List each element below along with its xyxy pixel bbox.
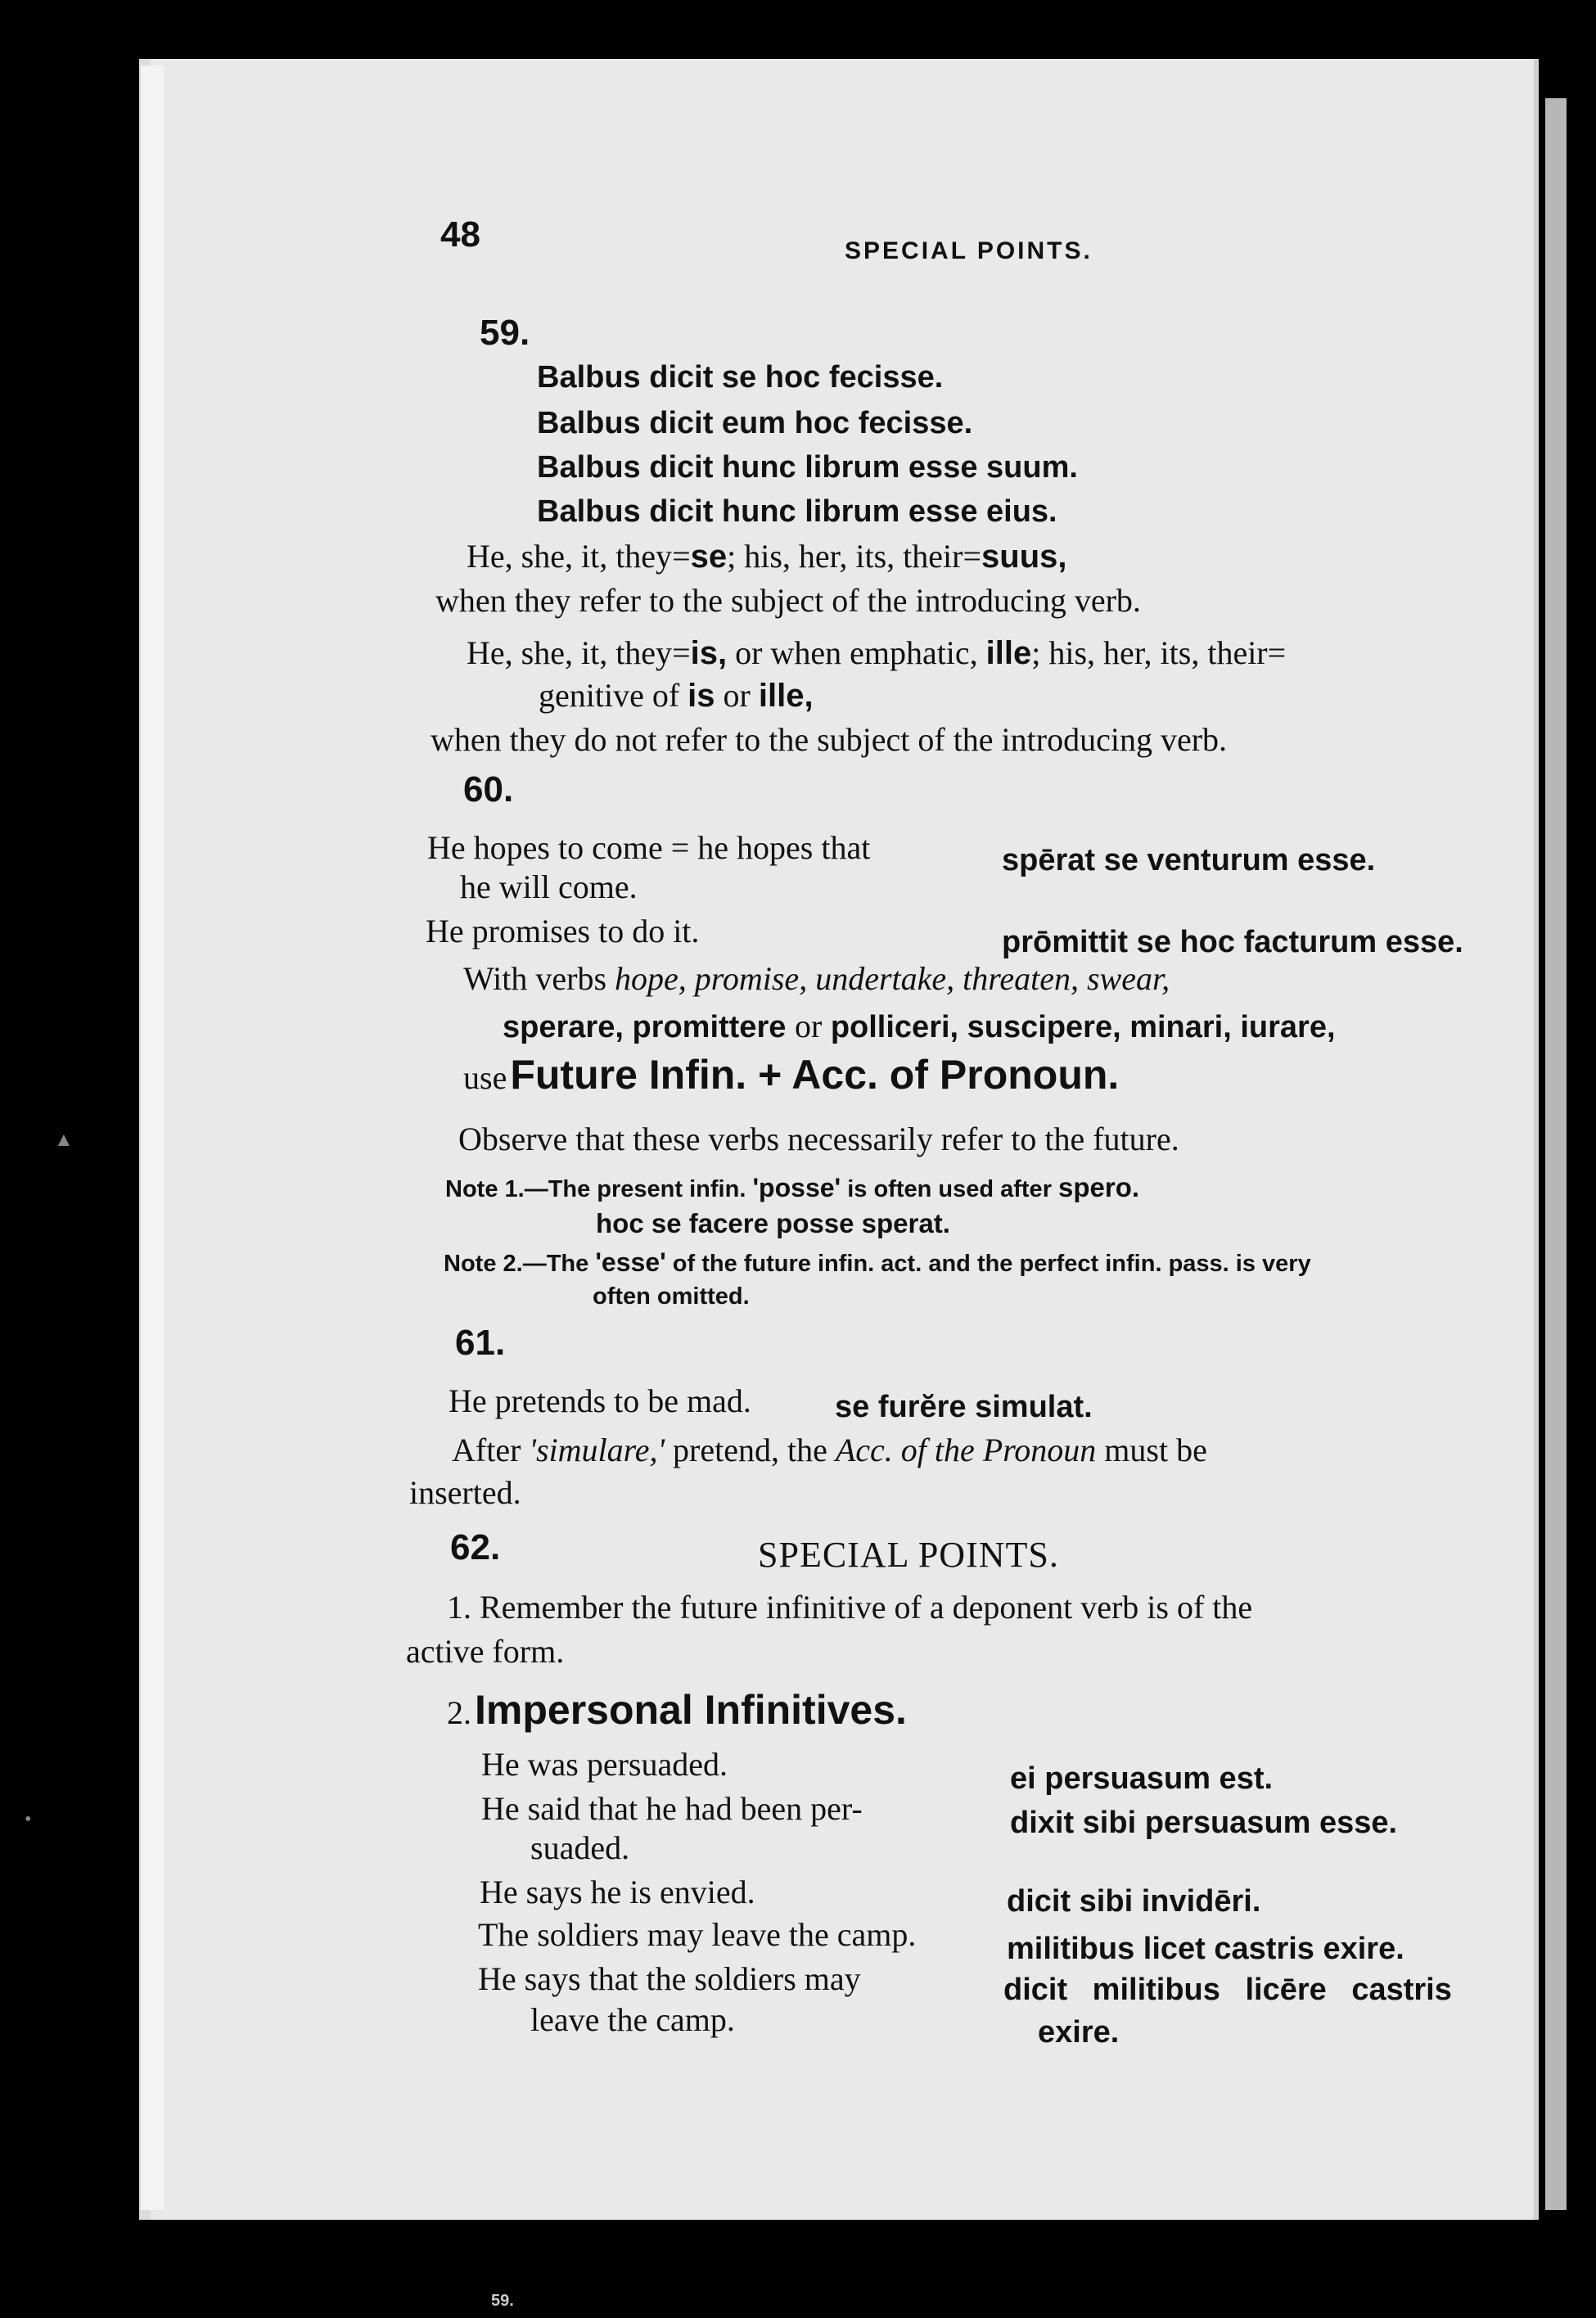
verbs-line2 <box>503 1007 1336 1045</box>
point-number: 2. <box>447 1694 471 1731</box>
example-english: he will come. <box>460 868 638 905</box>
example-latin: dicit militibus licēre castris <box>1003 1973 1452 2007</box>
observe-line: Observe that these verbs necessarily refer to the future. <box>458 1121 1179 1157</box>
example-english: He says he is envied. <box>480 1874 755 1910</box>
rule-italic: Acc. of the Pronoun <box>835 1432 1097 1468</box>
rule-english-verbs: hope, promise, undertake, threaten, swear, <box>615 960 1170 997</box>
running-title: SPECIAL POINTS. <box>845 237 1093 264</box>
point-2-heading <box>447 1686 907 1734</box>
example-latin: militibus licet castris exire. <box>1007 1932 1404 1966</box>
example-english-cont: leave the camp. <box>530 2001 735 2038</box>
scan-artifact: • <box>25 1809 32 1830</box>
point-1-line2: active form. <box>406 1633 565 1670</box>
example-english: He hopes to come = he hopes that <box>427 829 871 866</box>
rule-text: must be <box>1104 1432 1207 1468</box>
rule-text: ; his, her, its, their <box>1031 634 1268 671</box>
rule-text: He, she, it, they <box>467 634 673 671</box>
section-number-62: 62. <box>450 1527 501 1567</box>
note-1-example: hoc se facere posse sperat. <box>596 1208 950 1238</box>
section-heading: SPECIAL POINTS. <box>758 1535 1059 1575</box>
latin-verbs: sperare, promittere <box>503 1010 787 1044</box>
scan-artifact: ▲ <box>54 1130 74 1151</box>
point-title: Impersonal Infinitives. <box>475 1687 907 1733</box>
rule-text: = <box>963 538 982 575</box>
example-english-cont: suaded. <box>530 1829 630 1866</box>
rule-text: use <box>463 1059 507 1096</box>
example-english: He pretends to be mad. <box>449 1382 751 1419</box>
example-latin: se furĕre simulat. <box>835 1390 1093 1424</box>
section-number-60: 60. <box>463 769 514 809</box>
note-quote: 'esse' <box>595 1247 666 1277</box>
page-number: 48 <box>440 214 480 255</box>
note-label: Note 2. <box>444 1251 523 1277</box>
example-english: He was persuaded. <box>481 1746 728 1783</box>
note-1 <box>445 1172 1139 1203</box>
latin-example: Balbus dicit se hoc fecisse. <box>537 360 944 395</box>
rule-59-para2-line3: when they do not refer to the subject of the introducing verb. <box>431 721 1228 758</box>
rule-text: pretend, the <box>673 1432 827 1468</box>
example-english: He said that he had been per- <box>481 1790 863 1827</box>
rule-text: or when emphatic, <box>735 634 978 671</box>
rule-text: = <box>672 634 691 671</box>
note-text: —The <box>522 1251 589 1277</box>
latin-example: Balbus dicit eum hoc fecisse. <box>537 406 973 440</box>
section-number-61: 61. <box>455 1323 506 1363</box>
example-latin: prōmittit se hoc facturum esse. <box>1002 925 1463 959</box>
example-latin: dicit sibi invidēri. <box>1007 1884 1261 1919</box>
rule-59-line1 <box>467 537 1067 575</box>
rule-text: or <box>794 1008 823 1044</box>
rule-latin-term: se <box>690 539 728 575</box>
note-2 <box>444 1247 1311 1278</box>
note-2-line2: often omitted. <box>593 1283 750 1310</box>
rule-text: = <box>672 538 691 575</box>
note-label: Note 1. <box>445 1176 525 1202</box>
note-text: —The present infin. <box>524 1176 746 1202</box>
rule-latin-italic: 'simulare,' <box>529 1432 665 1468</box>
page-left-edge <box>141 65 164 2210</box>
after-line1 <box>452 1431 1207 1469</box>
note-text: is often used after <box>847 1176 1052 1202</box>
scan-footer-mark: 59. <box>491 2292 514 2310</box>
rule-latin-term: suus, <box>981 539 1067 575</box>
verbs-line1 <box>463 959 1170 998</box>
example-latin: dixit sibi persuasum esse. <box>1010 1806 1398 1840</box>
note-quote: 'posse' <box>752 1173 841 1202</box>
after-line2: inserted. <box>409 1474 521 1511</box>
rule-59-para2-line1 <box>467 634 1286 672</box>
latin-example: Balbus dicit hunc librum esse eius. <box>537 494 1057 529</box>
rule-59-line2: when they refer to the subject of the introducing verb. <box>435 582 1141 619</box>
rule-latin-term: is, <box>690 635 728 671</box>
rule-text: With verbs <box>463 960 607 997</box>
example-english: The soldiers may leave the camp. <box>478 1916 917 1953</box>
example-latin: ei persuasum est. <box>1010 1761 1274 1796</box>
example-english: He promises to do it. <box>426 913 700 949</box>
rule-emphasis: Future Infin. + Acc. of Pronoun. <box>510 1052 1120 1098</box>
point-1: 1. Remember the future infinitive of a deponent verb is of the <box>447 1589 1253 1626</box>
latin-verbs: polliceri, suscipere, minari, iurare, <box>830 1010 1336 1044</box>
rule-text: ; his, her, its, their <box>727 538 963 575</box>
page-right-edge <box>1545 98 1567 2210</box>
rule-text: genitive of <box>539 677 680 714</box>
rule-text: = <box>1267 634 1287 671</box>
rule-latin-term: ille, <box>758 678 814 714</box>
note-text: of the future infin. act. and the perfect infin. pass. is very <box>672 1251 1311 1277</box>
latin-example: Balbus dicit hunc librum esse suum. <box>537 450 1078 485</box>
rule-latin-term: ille <box>985 635 1032 671</box>
rule-text: or <box>723 677 751 714</box>
example-latin-cont: exire. <box>1038 2015 1120 2050</box>
rule-text: After <box>452 1432 521 1468</box>
use-line <box>463 1051 1119 1098</box>
section-number-59: 59. <box>480 313 530 353</box>
note-latin: spero. <box>1058 1172 1140 1202</box>
rule-59-para2-line2 <box>539 676 814 715</box>
example-latin: spērat se venturum esse. <box>1002 843 1376 877</box>
rule-latin-term: is <box>688 678 715 714</box>
example-english: He says that the soldiers may <box>478 1960 861 1997</box>
rule-text: He, she, it, they <box>467 538 673 575</box>
